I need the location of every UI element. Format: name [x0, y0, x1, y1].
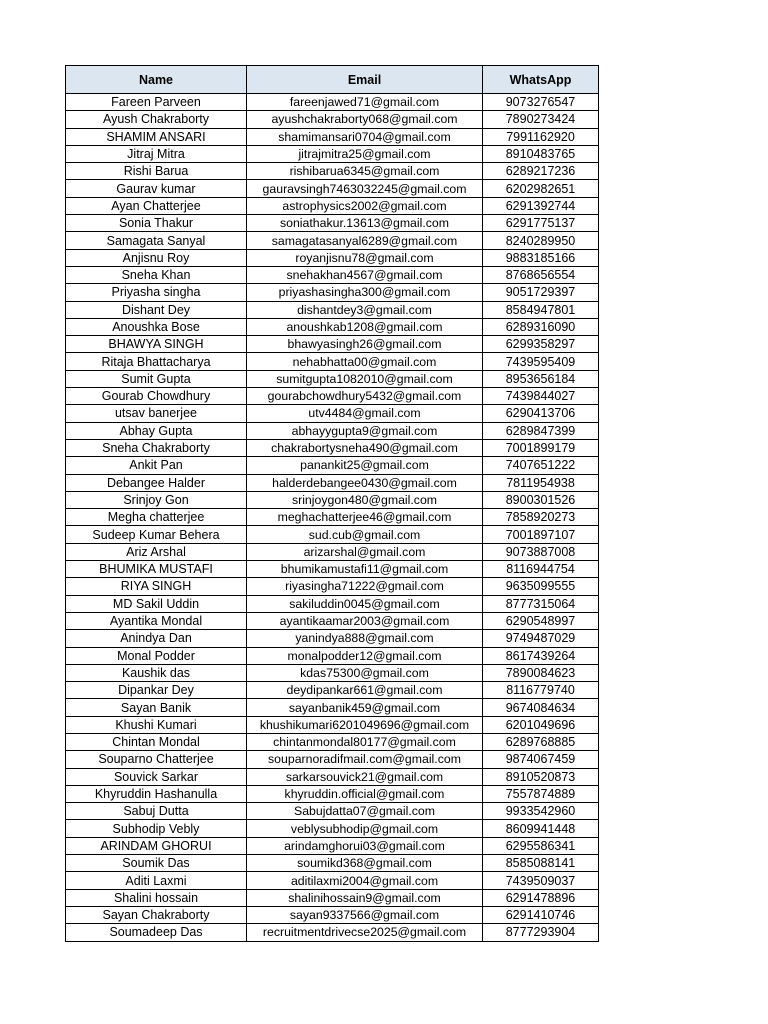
table-row: [66, 837, 599, 854]
table-row: [66, 699, 599, 716]
table-row: [66, 924, 599, 941]
name-cell: Sayan Banik: [66, 699, 247, 716]
whatsapp-cell: 9073276547: [483, 94, 599, 111]
email-cell: sud.cub@gmail.com: [247, 526, 483, 543]
whatsapp-cell: 8116944754: [483, 561, 599, 578]
name-cell: Souvick Sarkar: [66, 768, 247, 785]
whatsapp-cell: 6291392744: [483, 197, 599, 214]
email-cell: panankit25@gmail.com: [247, 457, 483, 474]
table-row: [66, 474, 599, 491]
whatsapp-cell: 8777315064: [483, 595, 599, 612]
whatsapp-cell: 8768656554: [483, 266, 599, 283]
email-cell: halderdebangee0430@gmail.com: [247, 474, 483, 491]
email-cell: khushikumari6201049696@gmail.com: [247, 716, 483, 733]
table-row: [66, 803, 599, 820]
contacts-table: [65, 65, 599, 942]
whatsapp-cell: 7991162920: [483, 128, 599, 145]
email-cell: sarkarsouvick21@gmail.com: [247, 768, 483, 785]
whatsapp-cell: 7439595409: [483, 353, 599, 370]
name-cell: MD Sakil Uddin: [66, 595, 247, 612]
email-cell: bhawyasingh26@gmail.com: [247, 336, 483, 353]
table-row: [66, 785, 599, 802]
name-cell: Srinjoy Gon: [66, 491, 247, 508]
whatsapp-cell: 6291478896: [483, 889, 599, 906]
table-row: [66, 889, 599, 906]
table-row: [66, 716, 599, 733]
email-cell: deydipankar661@gmail.com: [247, 682, 483, 699]
email-cell: arindamghorui03@gmail.com: [247, 837, 483, 854]
header-name: Name: [66, 66, 247, 94]
email-cell: Sabujdatta07@gmail.com: [247, 803, 483, 820]
email-cell: souparnoradifmail.com@gmail.com: [247, 751, 483, 768]
whatsapp-cell: 9749487029: [483, 630, 599, 647]
table-row: [66, 612, 599, 629]
whatsapp-cell: 7439844027: [483, 388, 599, 405]
name-cell: Fareen Parveen: [66, 94, 247, 111]
email-cell: aditilaxmi2004@gmail.com: [247, 872, 483, 889]
whatsapp-cell: 6295586341: [483, 837, 599, 854]
whatsapp-cell: 6289847399: [483, 422, 599, 439]
email-cell: recruitmentdrivecse2025@gmail.com: [247, 924, 483, 941]
table-row: [66, 284, 599, 301]
email-cell: snehakhan4567@gmail.com: [247, 266, 483, 283]
table-row: [66, 353, 599, 370]
whatsapp-cell: 7890084623: [483, 664, 599, 681]
email-cell: arizarshal@gmail.com: [247, 543, 483, 560]
email-cell: priyashasingha300@gmail.com: [247, 284, 483, 301]
name-cell: Gaurav kumar: [66, 180, 247, 197]
header-email: Email: [247, 66, 483, 94]
name-cell: Soumik Das: [66, 855, 247, 872]
name-cell: Ayush Chakraborty: [66, 111, 247, 128]
name-cell: Sneha Chakraborty: [66, 439, 247, 456]
whatsapp-cell: 7001899179: [483, 439, 599, 456]
whatsapp-cell: 8609941448: [483, 820, 599, 837]
email-cell: sayanbanik459@gmail.com: [247, 699, 483, 716]
whatsapp-cell: 9051729397: [483, 284, 599, 301]
table-row: [66, 509, 599, 526]
email-cell: bhumikamustafi11@gmail.com: [247, 561, 483, 578]
email-cell: yanindya888@gmail.com: [247, 630, 483, 647]
table-row: [66, 733, 599, 750]
email-cell: gauravsingh7463032245@gmail.com: [247, 180, 483, 197]
table-row: [66, 163, 599, 180]
email-cell: rishibarua6345@gmail.com: [247, 163, 483, 180]
name-cell: Sabuj Dutta: [66, 803, 247, 820]
table-row: [66, 526, 599, 543]
table-row: [66, 855, 599, 872]
whatsapp-cell: 7557874889: [483, 785, 599, 802]
name-cell: Anindya Dan: [66, 630, 247, 647]
name-cell: Ritaja Bhattacharya: [66, 353, 247, 370]
whatsapp-cell: 9933542960: [483, 803, 599, 820]
name-cell: Chintan Mondal: [66, 733, 247, 750]
name-cell: Megha chatterjee: [66, 509, 247, 526]
name-cell: Jitraj Mitra: [66, 145, 247, 162]
table-row: [66, 647, 599, 664]
name-cell: Sumit Gupta: [66, 370, 247, 387]
whatsapp-cell: 9874067459: [483, 751, 599, 768]
email-cell: riyasingha71222@gmail.com: [247, 578, 483, 595]
email-cell: sakiluddin0045@gmail.com: [247, 595, 483, 612]
header-whatsapp: WhatsApp: [483, 66, 599, 94]
name-cell: Abhay Gupta: [66, 422, 247, 439]
whatsapp-cell: 8584947801: [483, 301, 599, 318]
email-cell: chakrabortysneha490@gmail.com: [247, 439, 483, 456]
whatsapp-cell: 7858920273: [483, 509, 599, 526]
email-cell: veblysubhodip@gmail.com: [247, 820, 483, 837]
name-cell: Souparno Chatterjee: [66, 751, 247, 768]
whatsapp-cell: 9674084634: [483, 699, 599, 716]
table-row: [66, 439, 599, 456]
email-cell: meghachatterjee46@gmail.com: [247, 509, 483, 526]
name-cell: Soumadeep Das: [66, 924, 247, 941]
table-row: [66, 180, 599, 197]
whatsapp-cell: 6289768885: [483, 733, 599, 750]
name-cell: Ariz Arshal: [66, 543, 247, 560]
whatsapp-cell: 8116779740: [483, 682, 599, 699]
email-cell: monalpodder12@gmail.com: [247, 647, 483, 664]
whatsapp-cell: 8910483765: [483, 145, 599, 162]
email-cell: shalinihossain9@gmail.com: [247, 889, 483, 906]
name-cell: BHAWYA SINGH: [66, 336, 247, 353]
email-cell: astrophysics2002@gmail.com: [247, 197, 483, 214]
name-cell: Samagata Sanyal: [66, 232, 247, 249]
table-row: [66, 128, 599, 145]
email-cell: royanjisnu78@gmail.com: [247, 249, 483, 266]
whatsapp-cell: 8910520873: [483, 768, 599, 785]
table-row: [66, 405, 599, 422]
name-cell: Ayantika Mondal: [66, 612, 247, 629]
name-cell: Khushi Kumari: [66, 716, 247, 733]
table-row: [66, 630, 599, 647]
table-row: [66, 249, 599, 266]
whatsapp-cell: 9073887008: [483, 543, 599, 560]
table-row: [66, 872, 599, 889]
email-cell: jitrajmitra25@gmail.com: [247, 145, 483, 162]
table-row: [66, 561, 599, 578]
whatsapp-cell: 8240289950: [483, 232, 599, 249]
email-cell: soniathakur.13613@gmail.com: [247, 215, 483, 232]
name-cell: Sayan Chakraborty: [66, 906, 247, 923]
whatsapp-cell: 7890273424: [483, 111, 599, 128]
whatsapp-cell: 7407651222: [483, 457, 599, 474]
name-cell: Shalini hossain: [66, 889, 247, 906]
table-row: [66, 906, 599, 923]
email-cell: utv4484@gmail.com: [247, 405, 483, 422]
name-cell: Gourab Chowdhury: [66, 388, 247, 405]
email-cell: dishantdey3@gmail.com: [247, 301, 483, 318]
name-cell: Ankit Pan: [66, 457, 247, 474]
name-cell: utsav banerjee: [66, 405, 247, 422]
name-cell: Ayan Chatterjee: [66, 197, 247, 214]
whatsapp-cell: 6291775137: [483, 215, 599, 232]
email-cell: samagatasanyal6289@gmail.com: [247, 232, 483, 249]
email-cell: sayan9337566@gmail.com: [247, 906, 483, 923]
table-row: [66, 768, 599, 785]
email-cell: ayantikaamar2003@gmail.com: [247, 612, 483, 629]
whatsapp-cell: 6290413706: [483, 405, 599, 422]
table-row: [66, 491, 599, 508]
email-cell: nehabhatta00@gmail.com: [247, 353, 483, 370]
name-cell: Priyasha singha: [66, 284, 247, 301]
name-cell: Aditi Laxmi: [66, 872, 247, 889]
email-cell: chintanmondal80177@gmail.com: [247, 733, 483, 750]
whatsapp-cell: 7811954938: [483, 474, 599, 491]
table-row: [66, 370, 599, 387]
name-cell: BHUMIKA MUSTAFI: [66, 561, 247, 578]
table-row: [66, 232, 599, 249]
name-cell: Monal Podder: [66, 647, 247, 664]
whatsapp-cell: 7001897107: [483, 526, 599, 543]
table-row: [66, 422, 599, 439]
name-cell: Anjisnu Roy: [66, 249, 247, 266]
table-row: [66, 266, 599, 283]
name-cell: Sudeep Kumar Behera: [66, 526, 247, 543]
table-row: [66, 145, 599, 162]
table-row: [66, 595, 599, 612]
table-row: [66, 301, 599, 318]
email-cell: ayushchakraborty068@gmail.com: [247, 111, 483, 128]
whatsapp-cell: 8900301526: [483, 491, 599, 508]
whatsapp-cell: 9635099555: [483, 578, 599, 595]
name-cell: Subhodip Vebly: [66, 820, 247, 837]
whatsapp-cell: 8585088141: [483, 855, 599, 872]
whatsapp-cell: 8777293904: [483, 924, 599, 941]
table-row: [66, 197, 599, 214]
name-cell: Dipankar Dey: [66, 682, 247, 699]
email-cell: soumikd368@gmail.com: [247, 855, 483, 872]
table-row: [66, 682, 599, 699]
whatsapp-cell: 6202982651: [483, 180, 599, 197]
table-row: [66, 94, 599, 111]
name-cell: Dishant Dey: [66, 301, 247, 318]
name-cell: Rishi Barua: [66, 163, 247, 180]
name-cell: Debangee Halder: [66, 474, 247, 491]
name-cell: RIYA SINGH: [66, 578, 247, 595]
email-cell: shamimansari0704@gmail.com: [247, 128, 483, 145]
whatsapp-cell: 6289217236: [483, 163, 599, 180]
table-row: [66, 215, 599, 232]
whatsapp-cell: 6291410746: [483, 906, 599, 923]
table-row: [66, 111, 599, 128]
table-row: [66, 751, 599, 768]
name-cell: Sonia Thakur: [66, 215, 247, 232]
email-cell: abhayygupta9@gmail.com: [247, 422, 483, 439]
table-row: [66, 318, 599, 335]
email-cell: kdas75300@gmail.com: [247, 664, 483, 681]
whatsapp-cell: 6289316090: [483, 318, 599, 335]
name-cell: SHAMIM ANSARI: [66, 128, 247, 145]
table-row: [66, 820, 599, 837]
table-row: [66, 578, 599, 595]
name-cell: Kaushik das: [66, 664, 247, 681]
table-row: [66, 664, 599, 681]
whatsapp-cell: 8953656184: [483, 370, 599, 387]
name-cell: ARINDAM GHORUI: [66, 837, 247, 854]
whatsapp-cell: 6290548997: [483, 612, 599, 629]
whatsapp-cell: 8617439264: [483, 647, 599, 664]
email-cell: sumitgupta1082010@gmail.com: [247, 370, 483, 387]
email-cell: gourabchowdhury5432@gmail.com: [247, 388, 483, 405]
table-row: [66, 457, 599, 474]
email-cell: srinjoygon480@gmail.com: [247, 491, 483, 508]
name-cell: Sneha Khan: [66, 266, 247, 283]
table-row: [66, 336, 599, 353]
name-cell: Khyruddin Hashanulla: [66, 785, 247, 802]
table-row: [66, 388, 599, 405]
email-cell: khyruddin.official@gmail.com: [247, 785, 483, 802]
email-cell: fareenjawed71@gmail.com: [247, 94, 483, 111]
table-row: [66, 543, 599, 560]
whatsapp-cell: 7439509037: [483, 872, 599, 889]
whatsapp-cell: 6299358297: [483, 336, 599, 353]
email-cell: anoushkab1208@gmail.com: [247, 318, 483, 335]
whatsapp-cell: 9883185166: [483, 249, 599, 266]
name-cell: Anoushka Bose: [66, 318, 247, 335]
whatsapp-cell: 6201049696: [483, 716, 599, 733]
header-row: [66, 66, 599, 94]
